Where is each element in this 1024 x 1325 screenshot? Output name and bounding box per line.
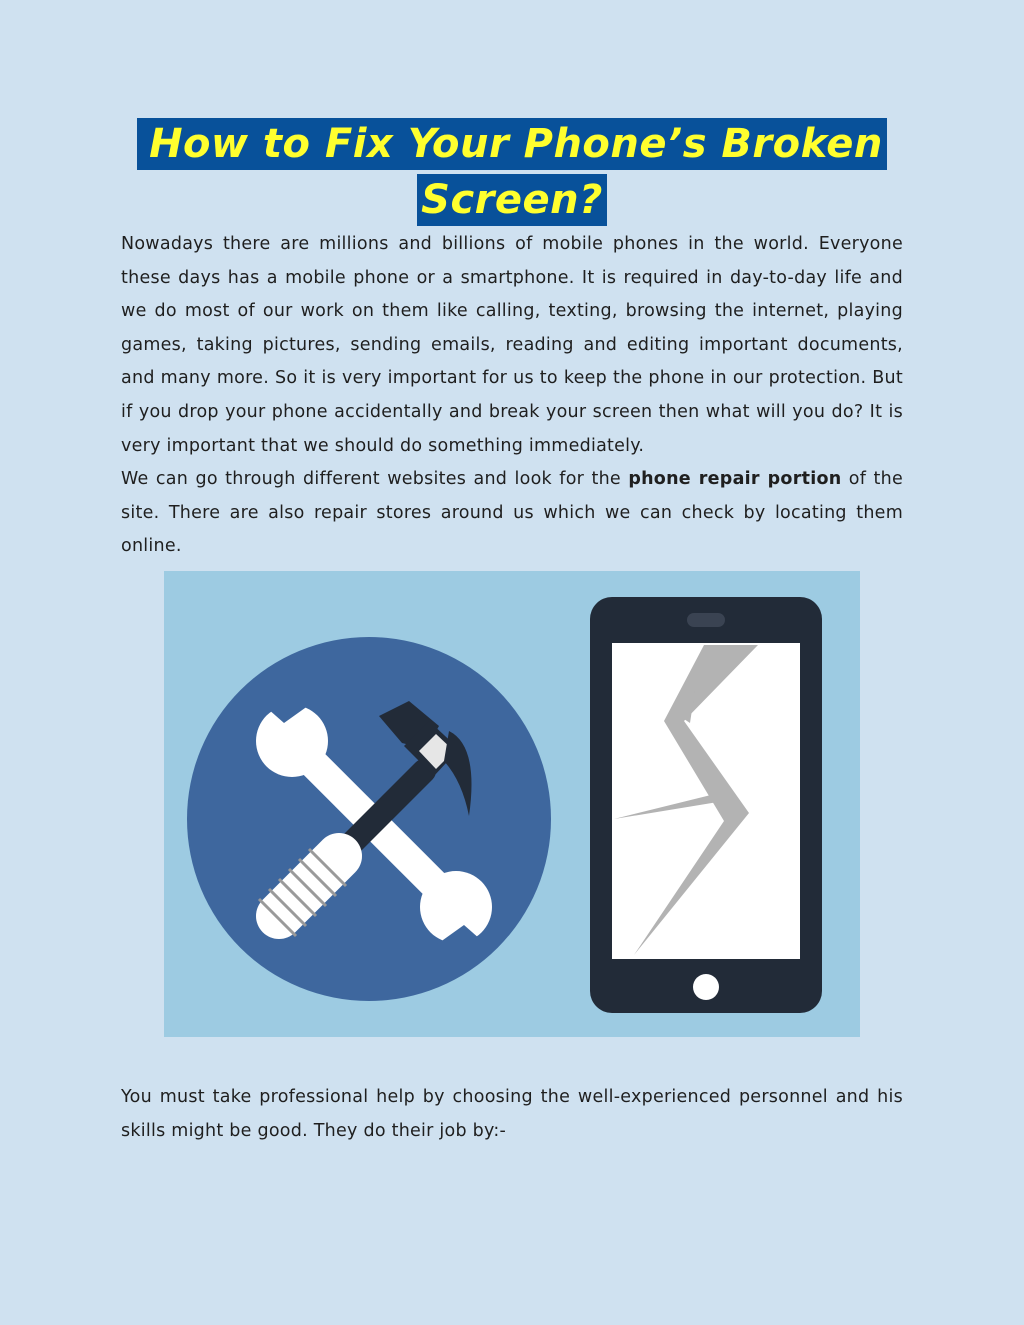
broken-phone-icon [590, 597, 822, 1013]
title-line-1: How to Fix Your Phone’s Broken [137, 118, 887, 170]
paragraph-3-text: You must take professional help by choosing the well-experienced personnel and his skills might be good. They do their job by:- [121, 1087, 903, 1141]
repair-illustration [164, 571, 860, 1037]
intro-paragraph [121, 228, 903, 463]
paragraph-1-text: Nowadays there are millions and billions of mobile phones in the world. Everyone these days has a mobile phone or a smartphone. It is required in day-to-day life and we do most of our work on them like calling, texting, browsing the internet, playing games, taking pictures, sending emails, reading and editing important documents, and many more. So it is very important for us to keep the phone in our protection. But if you drop your phone accidentally and break your screen then what will you do? It is very important that we should do something immediately. [121, 234, 903, 456]
paragraph-2-end: of the site. There are also repair stores around us which we can check by locating them online. [121, 469, 904, 557]
phone-repair-portion-bold: phone repair portion [628, 469, 842, 489]
title-line-2: Screen? [417, 174, 607, 226]
closing-paragraph [121, 1081, 903, 1148]
page-title [0, 118, 1024, 226]
paragraph-2-start: We can go through different websites and look for the [121, 469, 629, 489]
repair-paragraph [121, 463, 903, 564]
